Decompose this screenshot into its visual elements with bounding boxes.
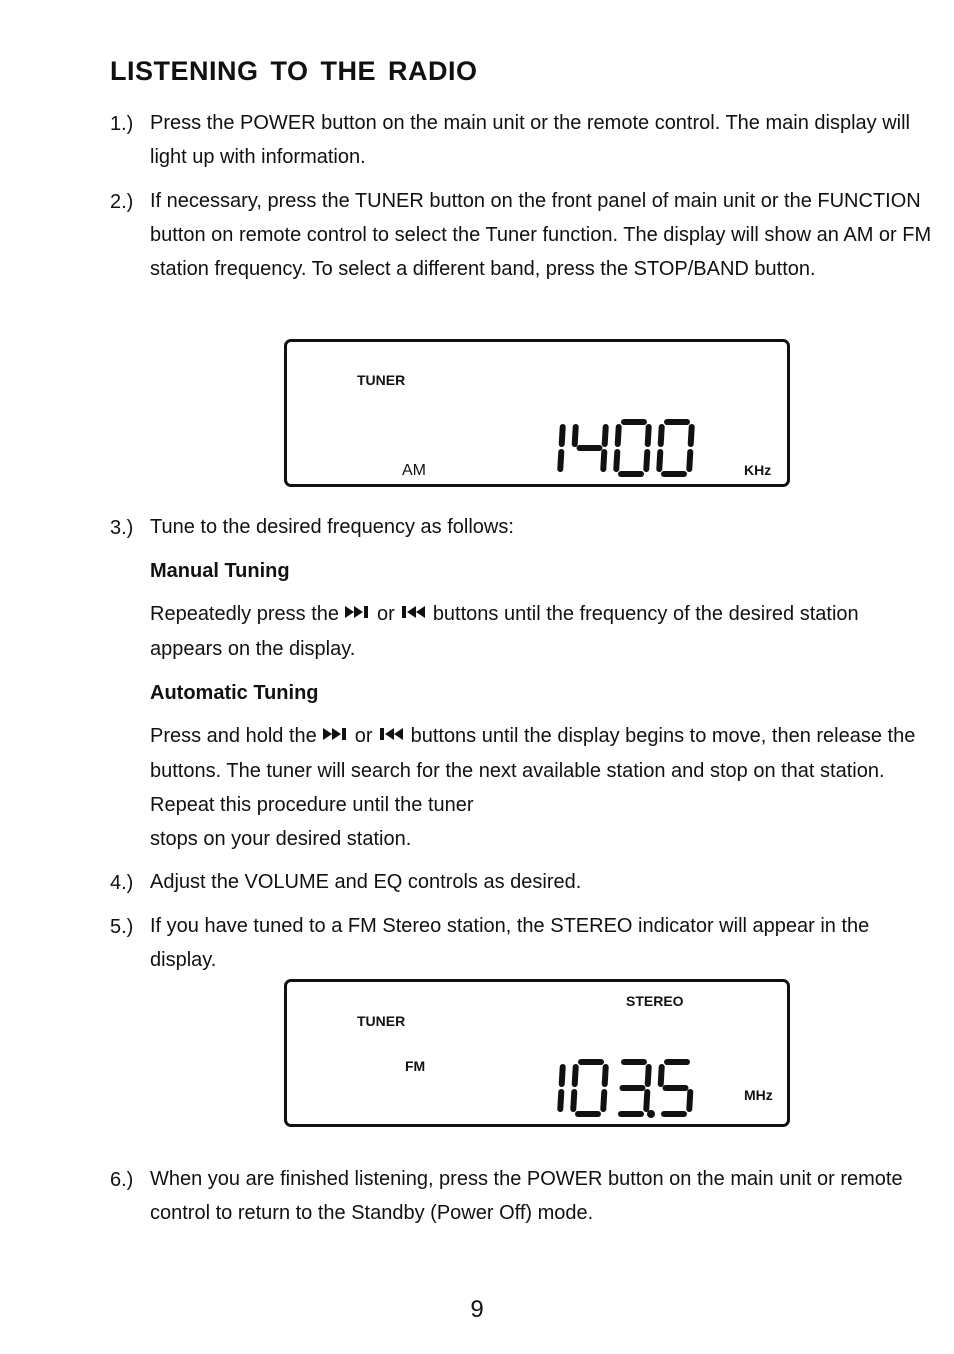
lcd-frequency-digits — [525, 418, 715, 480]
step-6-text: When you are finished listening, press the POWER button on the main unit or remote control to return to the Standby (Power Off) mode. — [150, 1168, 903, 1224]
lcd-mode-label: TUNER — [357, 372, 406, 388]
lcd-stereo-indicator: STEREO — [626, 993, 684, 1009]
manual-tuning-heading: Manual Tuning — [150, 560, 290, 582]
lcd-digit-0 — [659, 422, 691, 474]
lcd-digit-1 — [560, 1067, 562, 1109]
lcd-band-label: FM — [405, 1058, 426, 1074]
step-4-text: Adjust the VOLUME and EQ controls as desired. — [150, 871, 582, 893]
lcd-decimal-point — [647, 1110, 655, 1118]
automatic-tuning-heading: Automatic Tuning — [150, 682, 319, 704]
lcd-digit-0 — [616, 422, 648, 474]
lcd-digit-5 — [661, 1062, 691, 1114]
step-2-text: If necessary, press the TUNER button on the front panel of main unit or the FUNCTION button on remote control to select the Tuner function. The display will show an AM or FM station frequency. To select a different band, press the STOP/BAND button. — [150, 190, 932, 280]
lcd-band-label: AM — [402, 462, 426, 479]
lcd-digit-3 — [621, 1062, 649, 1114]
step-4-number: 4.) — [110, 872, 134, 894]
lcd-display-am — [284, 339, 790, 487]
page-number: 9 — [470, 1296, 484, 1323]
step-5-text: If you have tuned to a FM Stereo station, the STEREO indicator will appear in the display. — [150, 915, 870, 971]
lcd-unit-label: KHz — [744, 462, 772, 478]
manual-tuning-text: Repeatedly press the or buttons until the frequency of the desired station appears on the display. — [150, 597, 935, 666]
page-title: LISTENING TO THE RADIO — [110, 56, 478, 86]
step-3-text: Tune to the desired frequency as follows: — [150, 516, 514, 538]
step-6-number: 6.) — [110, 1169, 134, 1191]
lcd-digit-1 — [560, 427, 562, 469]
lcd-digit-0 — [573, 1062, 605, 1114]
lcd-unit-label: MHz — [744, 1087, 773, 1103]
skip-forward-icon — [345, 596, 371, 630]
step-1-number: 1.) — [110, 113, 134, 135]
lcd-digit-4 — [575, 427, 606, 469]
skip-forward-icon — [323, 718, 349, 752]
step-1-text: Press the POWER button on the main unit or the remote control. The main display will light up with information. — [150, 112, 910, 168]
automatic-tuning-text: Press and hold the or buttons until the display begins to move, then release the buttons. The tuner will search for the next available station and stop on that station. Repeat this procedure until the tuner stops on your desired station. — [150, 719, 935, 856]
step-2-number: 2.) — [110, 191, 134, 213]
lcd-display-fm — [284, 979, 790, 1127]
step-3-number: 3.) — [110, 517, 134, 539]
lcd-mode-label: TUNER — [357, 1013, 406, 1029]
skip-back-icon — [401, 596, 427, 630]
skip-back-icon — [379, 718, 405, 752]
step-5-number: 5.) — [110, 916, 134, 938]
lcd-frequency-digits — [525, 1058, 715, 1120]
